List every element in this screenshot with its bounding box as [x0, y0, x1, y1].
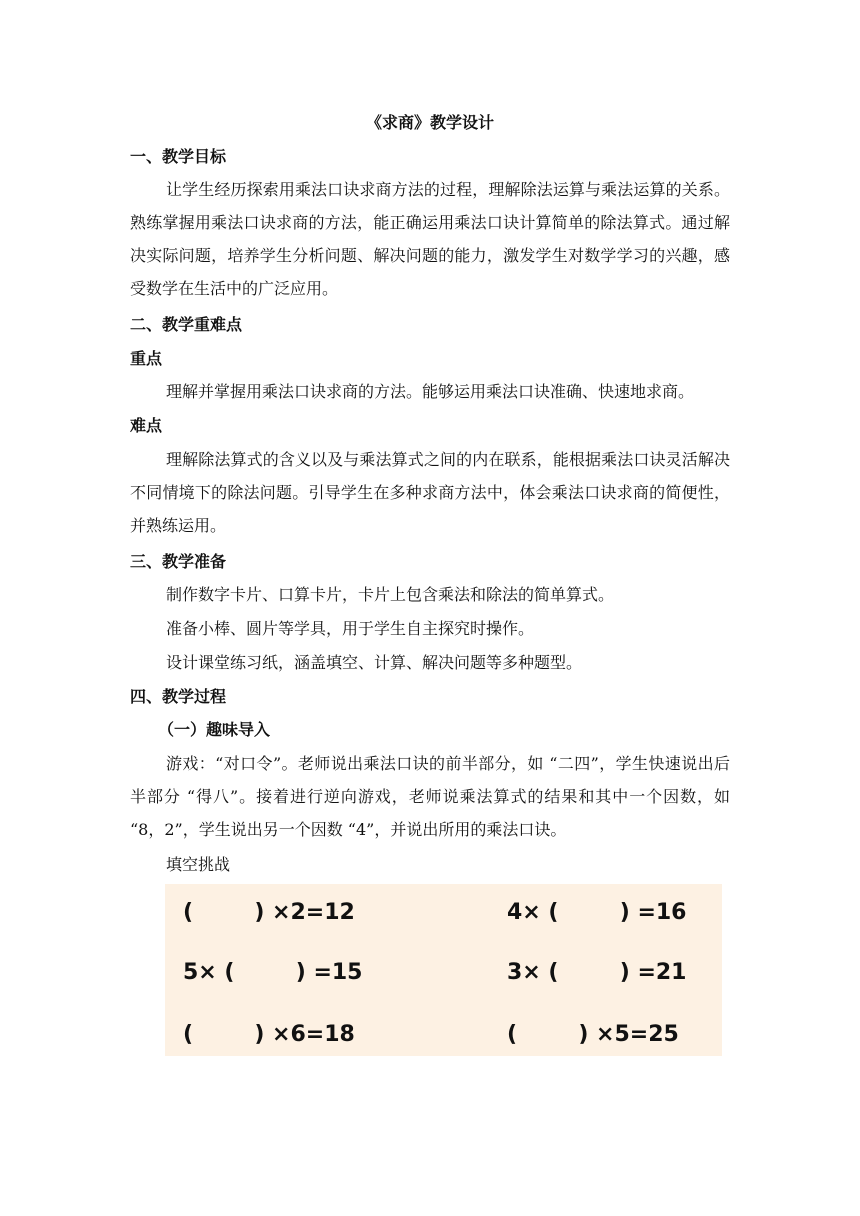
fill-in-exercise-panel: [165, 884, 722, 1056]
difficulty-text: 理解除法算式的含义以及与乘法算式之间的内在联系，能根据乘法口诀灵活解决不同情境下的除法问题。引导学生在多种求商方法中，体会乘法口诀求商的简便性，并熟练运用。: [130, 450, 730, 535]
equation-2: 4× ( ) =16: [507, 900, 687, 925]
equation-1: ( ) ×2=12: [183, 900, 355, 925]
section-heading-preparation: 三、教学准备: [130, 552, 227, 571]
fill-challenge-label: 填空挑战: [166, 855, 231, 874]
document-title: 《求商》教学设计: [365, 113, 494, 132]
preparation-item-2: 准备小棒、圆片等学具，用于学生自主探究时操作。: [166, 619, 535, 638]
game-paragraph: 游戏：“对口令”。老师说出乘法口诀的前半部分，如 “二四”，学生快速说出后半部分 “得八”。接着进行逆向游戏，老师说乘法算式的结果和其中一个因数，如 “8，2”，学生说出另一个因数 “4”，并说出所用的乘法口诀。: [130, 754, 730, 839]
equation-3: 5× ( ) =15: [183, 960, 363, 985]
section-heading-process: 四、教学过程: [130, 687, 227, 706]
section-heading-key-points: 二、教学重难点: [130, 315, 243, 334]
key-point-label: 重点: [130, 349, 163, 368]
section-heading-goals: 一、教学目标: [130, 147, 227, 166]
goals-paragraph: 让学生经历探索用乘法口诀求商方法的过程，理解除法运算与乘法运算的关系。熟练掌握用乘法口诀求商的方法，能正确运用乘法口诀计算简单的除法算式。通过解决实际问题，培养学生分析问题、解决问题的能力，激发学生对数学学习的兴趣，感受数学在生活中的广泛应用。: [130, 180, 730, 298]
difficulty-label: 难点: [130, 416, 163, 435]
subsection-heading-intro: （一）趣味导入: [158, 720, 271, 739]
equation-5: ( ) ×6=18: [183, 1022, 355, 1047]
preparation-item-1: 制作数字卡片、口算卡片，卡片上包含乘法和除法的简单算式。: [166, 585, 615, 604]
equation-4: 3× ( ) =21: [507, 960, 687, 985]
key-point-text: 理解并掌握用乘法口诀求商的方法。能够运用乘法口诀准确、快速地求商。: [166, 382, 695, 401]
equation-6: ( ) ×5=25: [507, 1022, 679, 1047]
preparation-item-3: 设计课堂练习纸，涵盖填空、计算、解决问题等多种题型。: [166, 653, 583, 672]
